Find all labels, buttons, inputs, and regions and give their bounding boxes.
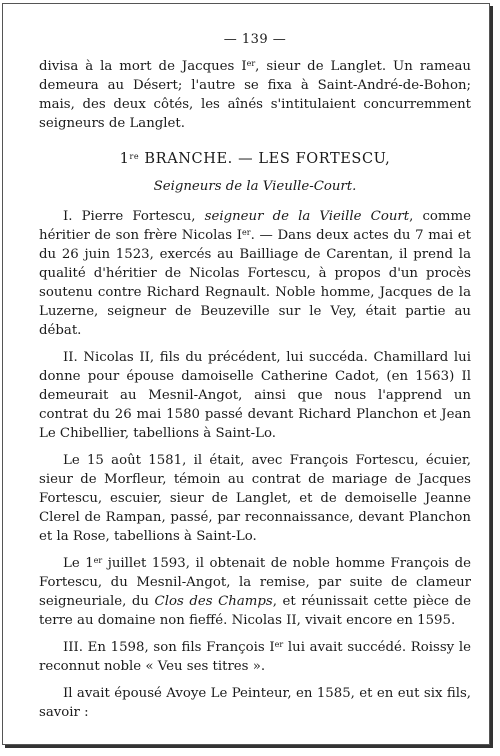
italic-text: Clos des Champs [154,594,273,609]
page-frame [2,3,490,745]
superscript: er [246,59,256,68]
superscript: er [242,228,251,237]
paragraph-aout-1581: Le 15 août 1581, il était, avec François Fortescu, écuier, sieur de Morfleur, témoin au contrat de mariage de Jacques Fortescu, escuier, sieur de Langlet, et de demoiselle Jeanne Clerel de Rampan, passé, par reconnaissance, devant Planchon et la Rose, tabellions à Saint-Lo. [39,453,471,544]
text-run: , et réunissait cette pièce de terre au domaine non fieffé. Nicolas II, vivait encore en 1595. [39,594,471,628]
text-run: , sieur de Langlet. Un rameau demeura au Désert; l'autre se fixa à Saint-André-de-Bohon; mais, des deux côtés, les aînés s'intitulaient concurremment seigneurs de Langlet. [39,59,471,131]
page-number: — 139 — [223,32,287,47]
paragraph-avoye-le-peinteur: Il avait épousé Avoye Le Peinteur, en 1585, et en eut six fils, savoir : [39,686,471,720]
heading-ordinal: 1 [119,151,130,167]
section-subheading: Seigneurs de la Vieulle-Court. [153,179,357,194]
paragraph-pierre-fortescu [39,207,471,340]
superscript: re [129,152,140,161]
text-run: , comme héritier de son frère Nicolas I [39,209,472,243]
text-run: juillet 1593, il obtenait de noble homme François de Fortescu, du Mesnil-Angot, la remise, par suite de clameur seigneuriale, du [39,556,472,609]
section-heading [39,150,471,169]
text-run: I. Pierre Fortescu, [63,209,205,224]
italic-text: seigneur de la Vieille Court [204,209,410,224]
superscript: er [274,640,284,649]
paragraph-juillet-1593 [39,554,471,630]
paragraph-nicolas-ii: II. Nicolas II, fils du précédent, lui succéda. Chamillard lui donne pour épouse damoiselle Catherine Cadot, (en 1563) Il demeurait au Mesnil-Angot, ainsi que nous l'apprend un contrat du 26 mai 1580 passé devant Richard Planchon et Jean Le Chibellier, tabellions à Saint-Lo. [39,350,471,441]
document-page [39,30,471,722]
text-run: divisa à la mort de Jacques I [39,59,247,74]
text-run: . — Dans deux actes du 7 mai et du 26 juin 1523, exercés au Bailliage de Carentan, il prend la qualité d'héritier de Nicolas Fortescu, à propos d'un procès soutenu contre Richard Regnault. Noble homme, Jacques de la Luzerne, seigneur de Beuzeville sur le Vey, était partie au débat. [39,228,471,338]
text-run: lui avait succédé. Roissy le reconnut noble « Veu ses titres ». [39,640,472,674]
intro-paragraph [39,57,471,133]
paragraph-francois-i [39,638,471,676]
text-run: III. En 1598, son fils François I [63,640,275,655]
text-run: Le 1 [63,556,94,571]
heading-title: BRANCHE. — LES FORTESCU, [139,151,391,167]
superscript: er [93,556,103,565]
